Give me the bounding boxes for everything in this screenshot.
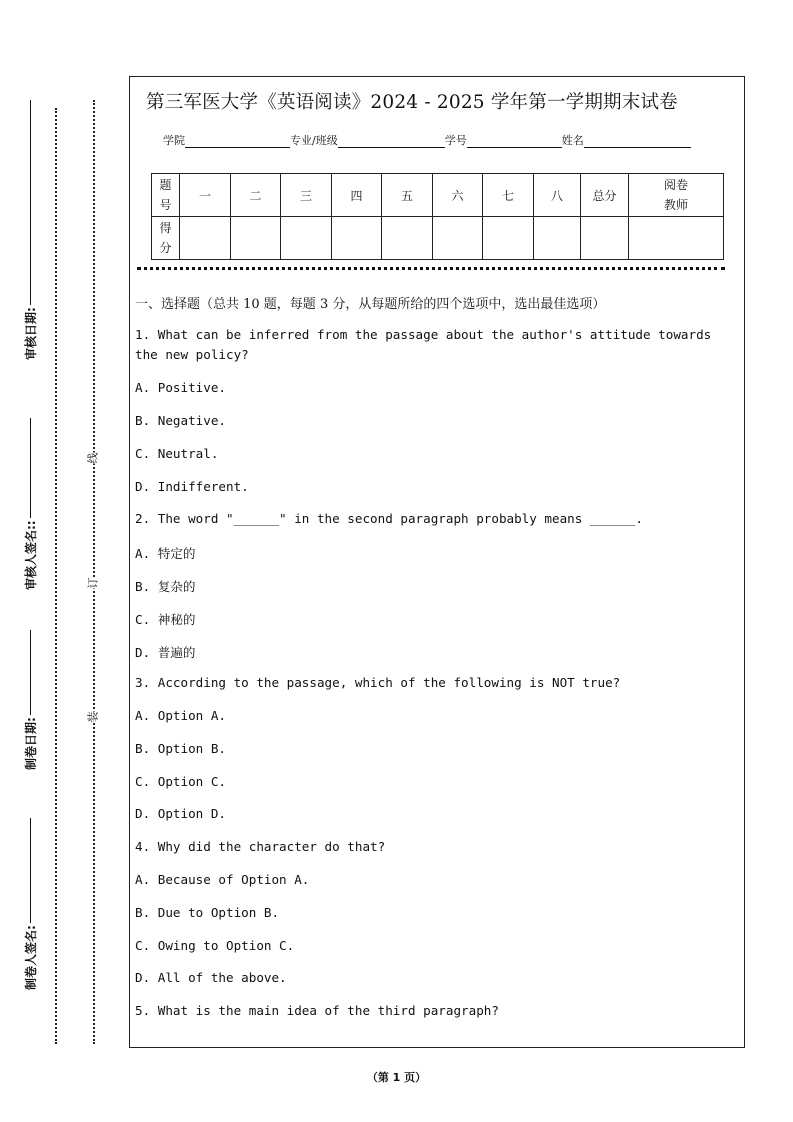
score-label: 得 分 — [152, 217, 180, 260]
col-8: 八 — [534, 174, 581, 217]
col-6: 六 — [433, 174, 483, 217]
student-id-label: 学号 — [444, 134, 467, 147]
col-4: 四 — [332, 174, 382, 217]
score-cell[interactable] — [581, 217, 629, 260]
bind-mark-line: 线 — [83, 453, 103, 464]
col-3: 三 — [281, 174, 332, 217]
page-number: （第 1 页） — [366, 1071, 427, 1084]
score-cell[interactable] — [332, 217, 382, 260]
option-line: A. 特定的 — [135, 546, 196, 561]
score-cell[interactable] — [281, 217, 332, 260]
major-class-field[interactable] — [338, 135, 445, 148]
score-table-score-row — [152, 217, 724, 260]
col-1: 一 — [180, 174, 231, 217]
score-cell[interactable] — [382, 217, 433, 260]
student-id-field[interactable] — [467, 135, 562, 148]
paper-maker-signature-label: 制卷人签名: — [22, 818, 39, 990]
option-line: B. Due to Option B. — [135, 905, 280, 920]
question-line: 5. What is the main idea of the third paragraph? — [135, 1003, 499, 1018]
bind-mark-bind: 装 — [83, 712, 103, 723]
score-cell[interactable] — [180, 217, 231, 260]
question-line: the new policy? — [135, 347, 249, 362]
score-cell[interactable] — [433, 217, 483, 260]
col-2: 二 — [231, 174, 281, 217]
score-table-header-row — [152, 174, 724, 217]
score-table — [151, 173, 724, 260]
option-line: C. 神秘的 — [135, 612, 196, 627]
name-field[interactable] — [584, 135, 691, 148]
option-line: B. Option B. — [135, 741, 226, 756]
college-field[interactable] — [185, 135, 290, 148]
col-7: 七 — [483, 174, 534, 217]
option-line: B. Negative. — [135, 413, 226, 428]
question-line: 3. According to the passage, which of the following is NOT true? — [135, 675, 621, 690]
reviewer-signature-label: 审核人签名:: — [22, 418, 39, 590]
option-line: A. Because of Option A. — [135, 872, 310, 887]
question-line: 2. The word "______" in the second paragraph probably means ______. — [135, 511, 643, 526]
student-info-row — [163, 132, 691, 148]
option-line: A. Positive. — [135, 380, 226, 395]
score-cell[interactable] — [483, 217, 534, 260]
outer-dotted-line — [55, 108, 57, 1044]
section-title: 一、选择题（总共 10 题，每题 3 分，从每题所给的四个选项中，选出最佳选项） — [135, 297, 606, 312]
score-cell[interactable] — [534, 217, 581, 260]
score-cell[interactable] — [629, 217, 724, 260]
major-class-label: 专业/班级 — [290, 134, 338, 147]
option-line: B. 复杂的 — [135, 579, 196, 594]
option-line: C. Neutral. — [135, 446, 219, 461]
option-line: D. Option D. — [135, 806, 226, 821]
option-line: C. Owing to Option C. — [135, 938, 295, 953]
exam-title: 第三军医大学《英语阅读》2024 - 2025 学年第一学期期末试卷 — [146, 92, 678, 113]
option-line: D. All of the above. — [135, 970, 287, 985]
score-cell[interactable] — [231, 217, 281, 260]
bind-mark-order: 订 — [83, 578, 103, 589]
col-total: 总分 — [581, 174, 629, 217]
paper-date-label: 制卷日期: — [22, 630, 39, 770]
inner-dotted-line — [93, 100, 95, 1044]
option-line: D. Indifferent. — [135, 479, 249, 494]
col-grader: 阅卷 教师 — [629, 174, 724, 217]
name-label: 姓名 — [561, 134, 584, 147]
option-line: A. Option A. — [135, 708, 226, 723]
question-number-label: 题 号 — [152, 174, 180, 217]
dotted-separator — [137, 267, 725, 270]
review-date-label: 审核日期: — [22, 100, 39, 360]
question-line: 4. Why did the character do that? — [135, 839, 386, 854]
option-line: C. Option C. — [135, 774, 226, 789]
option-line: D. 普遍的 — [135, 645, 196, 660]
college-label: 学院 — [163, 134, 185, 147]
question-line: 1. What can be inferred from the passage about the author's attitude towards — [135, 327, 712, 342]
col-5: 五 — [382, 174, 433, 217]
